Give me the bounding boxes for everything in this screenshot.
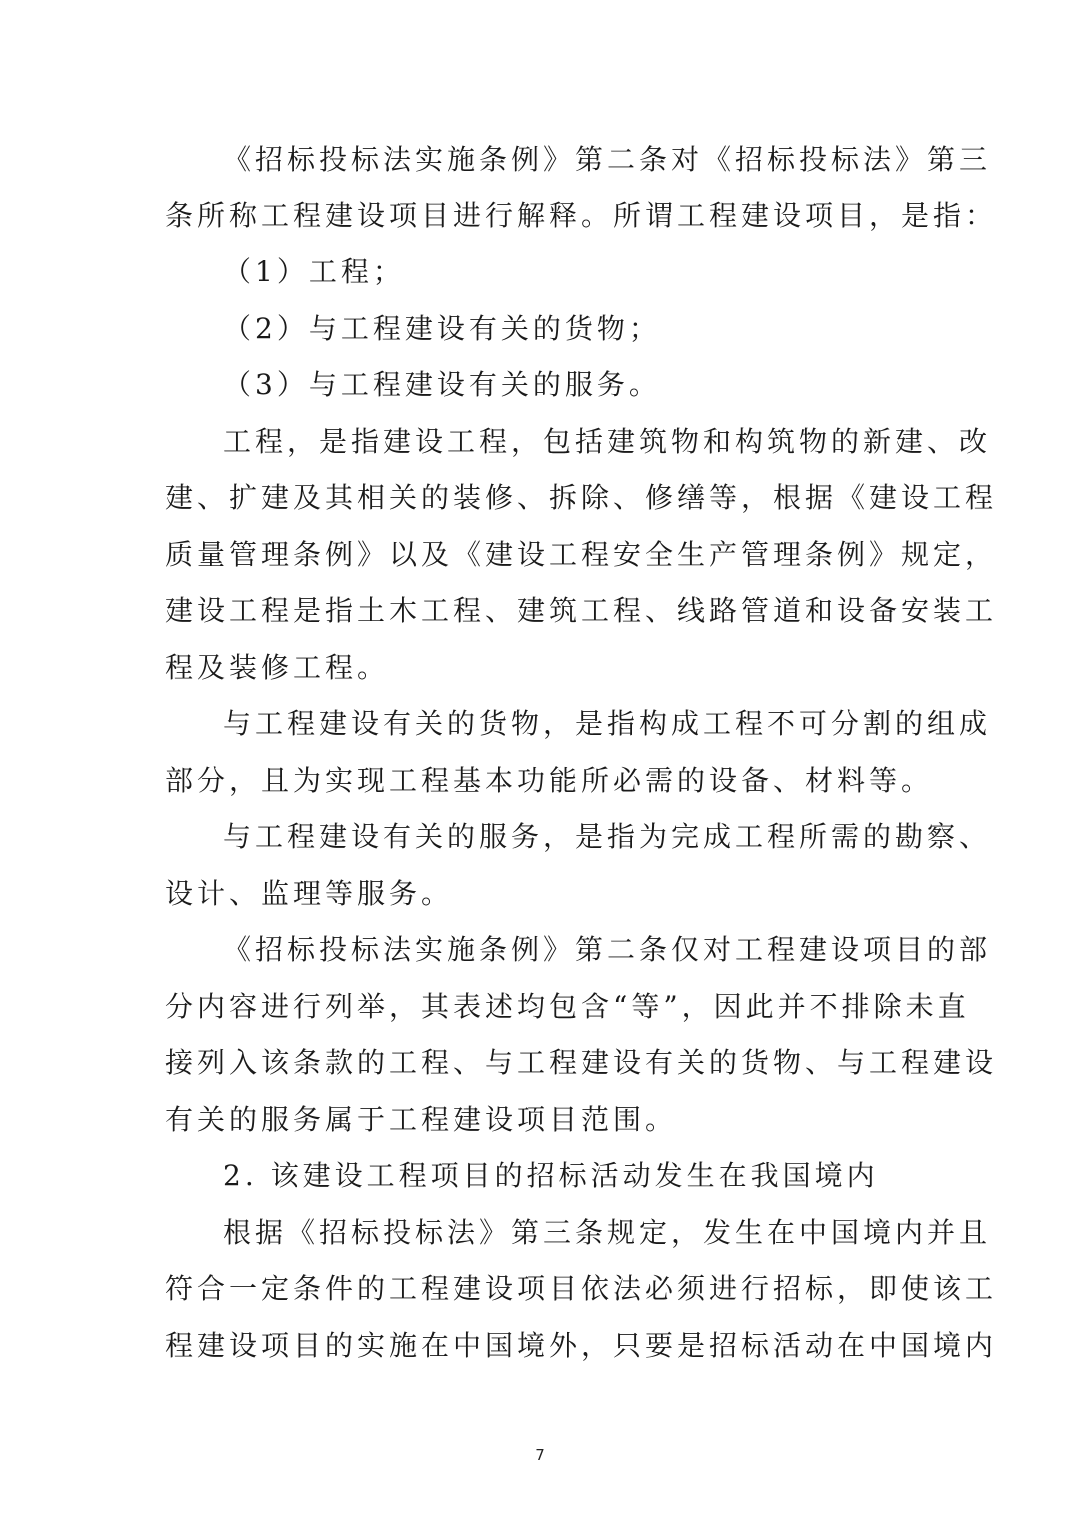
text-line: 建设工程是指土木工程、建筑工程、线路管道和设备安装工 <box>165 594 998 627</box>
text-line: 部分，且为实现工程基本功能所必需的设备、材料等。 <box>165 764 934 797</box>
text-line: 工程，是指建设工程，包括建筑物和构筑物的新建、改 <box>223 425 992 458</box>
text-line: 条所称工程建设项目进行解释。所谓工程建设项目，是指： <box>165 199 998 232</box>
text-line: 程建设项目的实施在中国境外，只要是招标活动在中国境内 <box>165 1329 998 1362</box>
page-number: 7 <box>535 1446 545 1464</box>
text-line: 与工程建设有关的服务，是指为完成工程所需的勘察、 <box>223 820 992 853</box>
text-line: 接列入该条款的工程、与工程建设有关的货物、与工程建设 <box>165 1046 998 1079</box>
section-heading: 2. 该建设工程项目的招标活动发生在我国境内 <box>223 1159 879 1192</box>
list-item: （2）与工程建设有关的货物； <box>223 312 661 345</box>
text-line: 设计、监理等服务。 <box>165 877 454 910</box>
text-line: 有关的服务属于工程建设项目范围。 <box>165 1103 678 1136</box>
text-line: 建、扩建及其相关的装修、拆除、修缮等，根据《建设工程 <box>165 481 998 514</box>
text-line: 符合一定条件的工程建设项目依法必须进行招标，即使该工 <box>165 1272 998 1305</box>
list-item: （1）工程； <box>223 255 405 288</box>
text-line: 《招标投标法实施条例》第二条对《招标投标法》第三 <box>223 143 992 176</box>
text-line: 程及装修工程。 <box>165 651 390 684</box>
text-line: 与工程建设有关的货物，是指构成工程不可分割的组成 <box>223 707 992 740</box>
text-line: 《招标投标法实施条例》第二条仅对工程建设项目的部 <box>223 933 992 966</box>
text-line: 分内容进行列举，其表述均包含“等”，因此并不排除未直 <box>165 990 970 1023</box>
list-item: （3）与工程建设有关的服务。 <box>223 368 661 401</box>
text-line: 质量管理条例》以及《建设工程安全生产管理条例》规定， <box>165 538 998 571</box>
text-line: 根据《招标投标法》第三条规定，发生在中国境内并且 <box>223 1216 992 1249</box>
